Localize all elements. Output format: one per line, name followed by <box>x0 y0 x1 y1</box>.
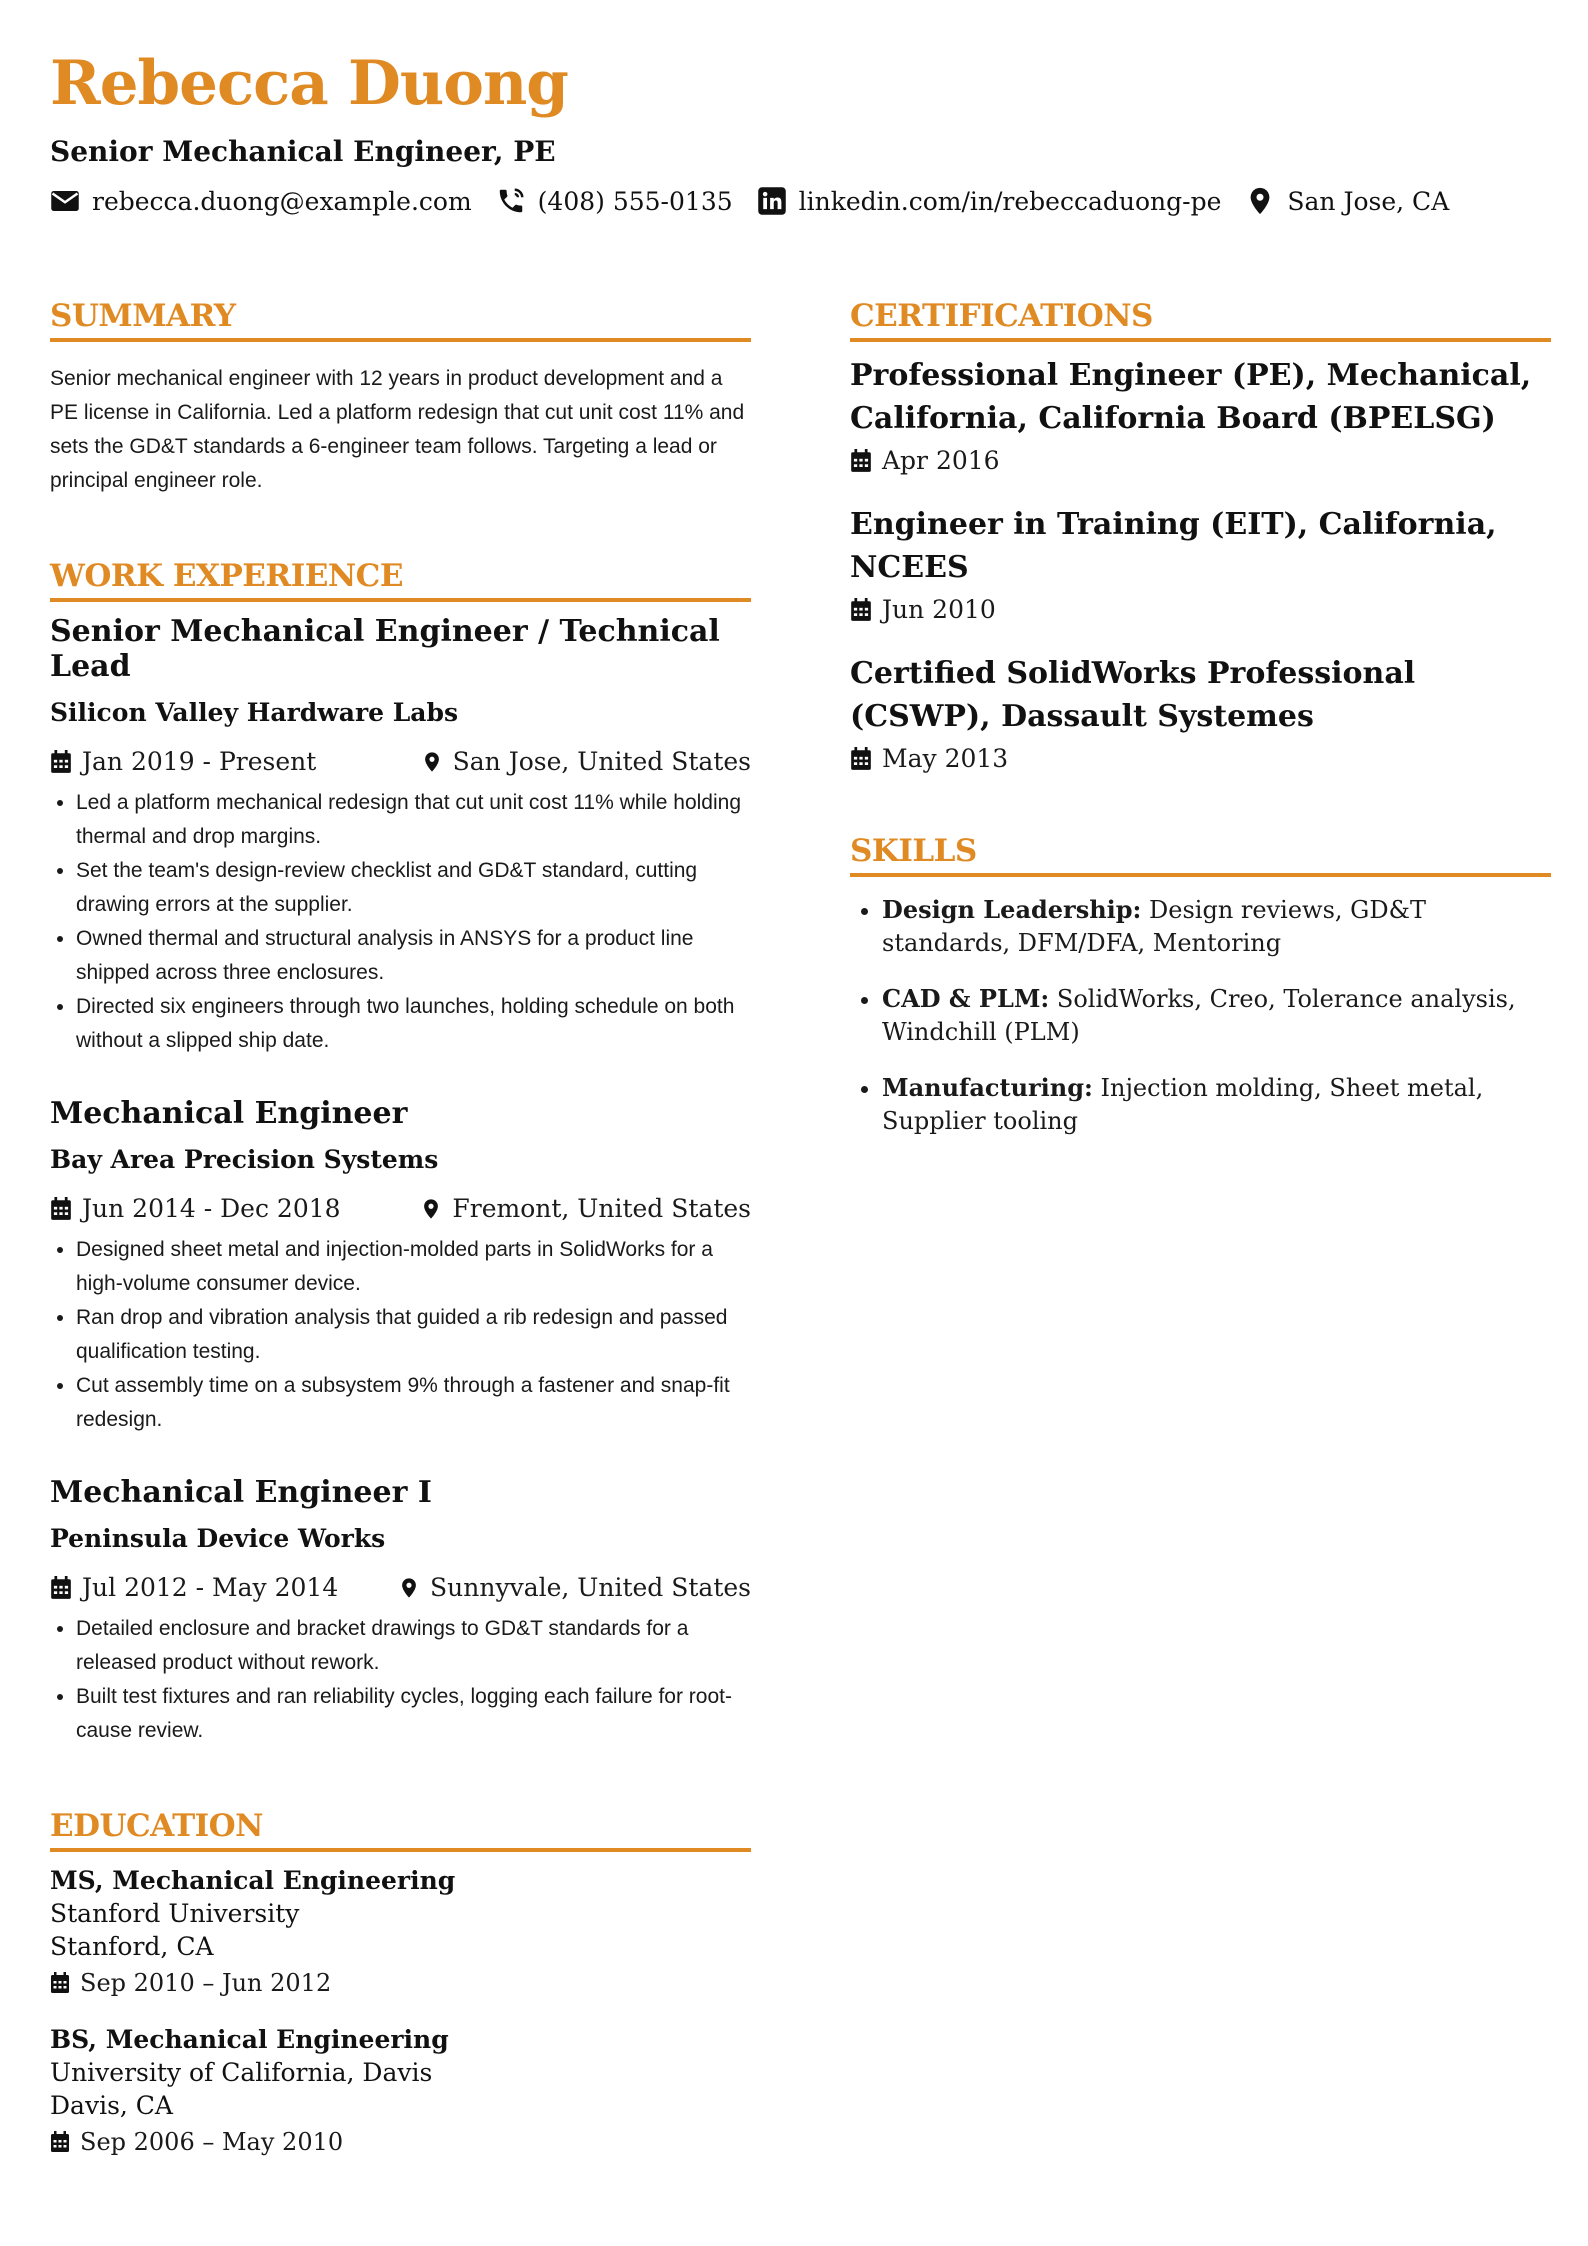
job-bullet: • Owned thermal and structural analysis in ANSYS for a product line shipped across three enclosures. <box>76 922 751 990</box>
job-dates-text: Jun 2014 - Dec 2018 <box>82 1194 341 1223</box>
certification-name: Professional Engineer (PE), Mechanical, California, California Board (BPELSG) <box>850 358 1532 436</box>
certification-date-text: Apr 2016 <box>882 446 1000 475</box>
contact-linkedin-text: linkedin.com/in/rebeccaduong-pe <box>798 186 1222 216</box>
job-dates-text: Jul 2012 - May 2014 <box>82 1573 339 1602</box>
job-bullet: • Directed six engineers through two launches, holding schedule on both without a slipped ship date. <box>76 990 751 1058</box>
certification-entry <box>850 503 1551 624</box>
calendar-icon <box>50 1197 72 1221</box>
job-entry <box>50 1096 751 1437</box>
job-location <box>421 747 751 776</box>
right-column <box>850 298 1551 1160</box>
skill-values: Design reviews, GD&T standards, DFM/DFA, Mentoring <box>882 896 1426 957</box>
job-location <box>398 1573 751 1602</box>
certification-date-text: May 2013 <box>882 744 1009 773</box>
job-entry <box>50 614 751 1058</box>
summary-heading: SUMMARY <box>50 298 751 342</box>
map-pin-icon <box>421 750 443 774</box>
job-bullet: • Led a platform mechanical redesign that cut unit cost 11% while holding thermal and drop margins. <box>76 786 751 854</box>
job-company: Silicon Valley Hardware Labs <box>50 698 459 727</box>
skill-values: SolidWorks, Creo, Tolerance analysis, Windchill (PLM) <box>882 985 1516 1046</box>
job-bullet: • Ran drop and vibration analysis that guided a rib redesign and passed qualification testing. <box>76 1301 751 1369</box>
contact-bar <box>50 186 1538 216</box>
job-meta <box>50 1573 751 1602</box>
left-column <box>50 298 751 2156</box>
job-bullets <box>50 1233 751 1437</box>
job-meta <box>50 1194 751 1223</box>
job-dates-text: Jan 2019 - Present <box>82 747 317 776</box>
contact-location <box>1245 186 1449 216</box>
job-title: Mechanical Engineer I <box>50 1475 432 1510</box>
contact-linkedin[interactable] <box>757 186 1222 216</box>
job-bullet: • Built test fixtures and ran reliability cycles, logging each failure for root-cause review. <box>76 1680 751 1748</box>
skills-section <box>850 833 1551 1138</box>
map-pin-icon <box>420 1197 442 1221</box>
job-company: Bay Area Precision Systems <box>50 1145 439 1174</box>
job-dates <box>50 747 316 776</box>
certification-entry <box>850 652 1551 773</box>
education-location: Stanford, CA <box>50 1932 214 1961</box>
calendar-icon <box>850 747 872 771</box>
job-title: Mechanical Engineer <box>50 1096 408 1131</box>
skills-heading: SKILLS <box>850 833 1551 877</box>
candidate-title: Senior Mechanical Engineer, PE <box>50 135 556 169</box>
skill-values: Injection molding, Sheet metal, Supplier tooling <box>882 1074 1484 1135</box>
calendar-icon <box>50 1576 72 1600</box>
skill-item <box>882 893 1551 960</box>
skill-category: Manufacturing: <box>882 1073 1093 1102</box>
job-location-text: San Jose, United States <box>452 747 751 776</box>
phone-icon <box>496 186 526 216</box>
skill-item <box>882 1071 1551 1138</box>
contact-location-text: San Jose, CA <box>1287 186 1450 216</box>
education-degree: BS, Mechanical Engineering <box>50 2025 449 2054</box>
summary-text: Senior mechanical engineer with 12 years in product development and a PE license in California. Led a platform redesign that cut unit cost 11% and sets the GD&T standards a 6-engineer team follows. Targeting a lead or principal engineer role. <box>50 367 745 492</box>
skills-list <box>850 893 1551 1138</box>
resume-header <box>50 50 1538 216</box>
certification-name: Certified SolidWorks Professional (CSWP), Dassault Systemes <box>850 656 1416 734</box>
certification-entry <box>850 354 1551 475</box>
calendar-icon <box>50 2131 70 2153</box>
education-school: Stanford University <box>50 1899 300 1928</box>
job-dates <box>50 1194 341 1223</box>
job-bullet: • Designed sheet metal and injection-molded parts in SolidWorks for a high-volume consumer device. <box>76 1233 751 1301</box>
education-dates <box>50 2128 751 2156</box>
education-dates-text: Sep 2010 – Jun 2012 <box>80 1969 332 1997</box>
education-dates <box>50 1969 751 1997</box>
job-bullets <box>50 786 751 1058</box>
job-title: Senior Mechanical Engineer / Technical Lead <box>50 614 720 684</box>
summary-section <box>50 298 751 498</box>
candidate-name: Rebecca Duong <box>50 48 568 119</box>
linkedin-icon <box>757 186 787 216</box>
skill-item <box>882 982 1551 1049</box>
map-pin-icon <box>1245 186 1275 216</box>
education-entry <box>50 2025 751 2156</box>
job-bullet: • Cut assembly time on a subsystem 9% through a fastener and snap-fit redesign. <box>76 1369 751 1437</box>
calendar-icon <box>50 1972 70 1994</box>
contact-phone[interactable] <box>496 186 733 216</box>
experience-heading: WORK EXPERIENCE <box>50 558 751 602</box>
job-location-text: Sunnyvale, United States <box>430 1573 751 1602</box>
job-company: Peninsula Device Works <box>50 1524 386 1553</box>
job-bullet: • Set the team's design-review checklist and GD&T standard, cutting drawing errors at the supplier. <box>76 854 751 922</box>
job-entry <box>50 1475 751 1748</box>
calendar-icon <box>50 750 72 774</box>
calendar-icon <box>850 449 872 473</box>
certification-date <box>850 595 1551 624</box>
education-school: University of California, Davis <box>50 2058 433 2087</box>
education-heading: EDUCATION <box>50 1808 751 1852</box>
education-dates-text: Sep 2006 – May 2010 <box>80 2128 344 2156</box>
skill-category: CAD & PLM: <box>882 984 1050 1013</box>
education-location: Davis, CA <box>50 2091 173 2120</box>
experience-section <box>50 558 751 1748</box>
job-meta <box>50 747 751 776</box>
education-degree: MS, Mechanical Engineering <box>50 1866 456 1895</box>
certification-date <box>850 446 1551 475</box>
contact-phone-text: (408) 555-0135 <box>537 186 733 216</box>
certification-name: Engineer in Training (EIT), California, NCEES <box>850 507 1497 585</box>
job-bullet: • Detailed enclosure and bracket drawings to GD&T standards for a released product without rework. <box>76 1612 751 1680</box>
map-pin-icon <box>398 1576 420 1600</box>
job-dates <box>50 1573 338 1602</box>
skill-category: Design Leadership: <box>882 895 1142 924</box>
certification-date <box>850 744 1551 773</box>
job-bullets <box>50 1612 751 1748</box>
job-location <box>420 1194 751 1223</box>
calendar-icon <box>850 598 872 622</box>
education-section <box>50 1808 751 2156</box>
education-entry <box>50 1866 751 1997</box>
certifications-heading: CERTIFICATIONS <box>850 298 1551 342</box>
certifications-section <box>850 298 1551 773</box>
job-location-text: Fremont, United States <box>452 1194 751 1223</box>
contact-email[interactable] <box>50 186 472 216</box>
envelope-icon <box>50 186 80 216</box>
contact-email-text: rebecca.duong@example.com <box>92 186 472 216</box>
certification-date-text: Jun 2010 <box>882 595 996 624</box>
